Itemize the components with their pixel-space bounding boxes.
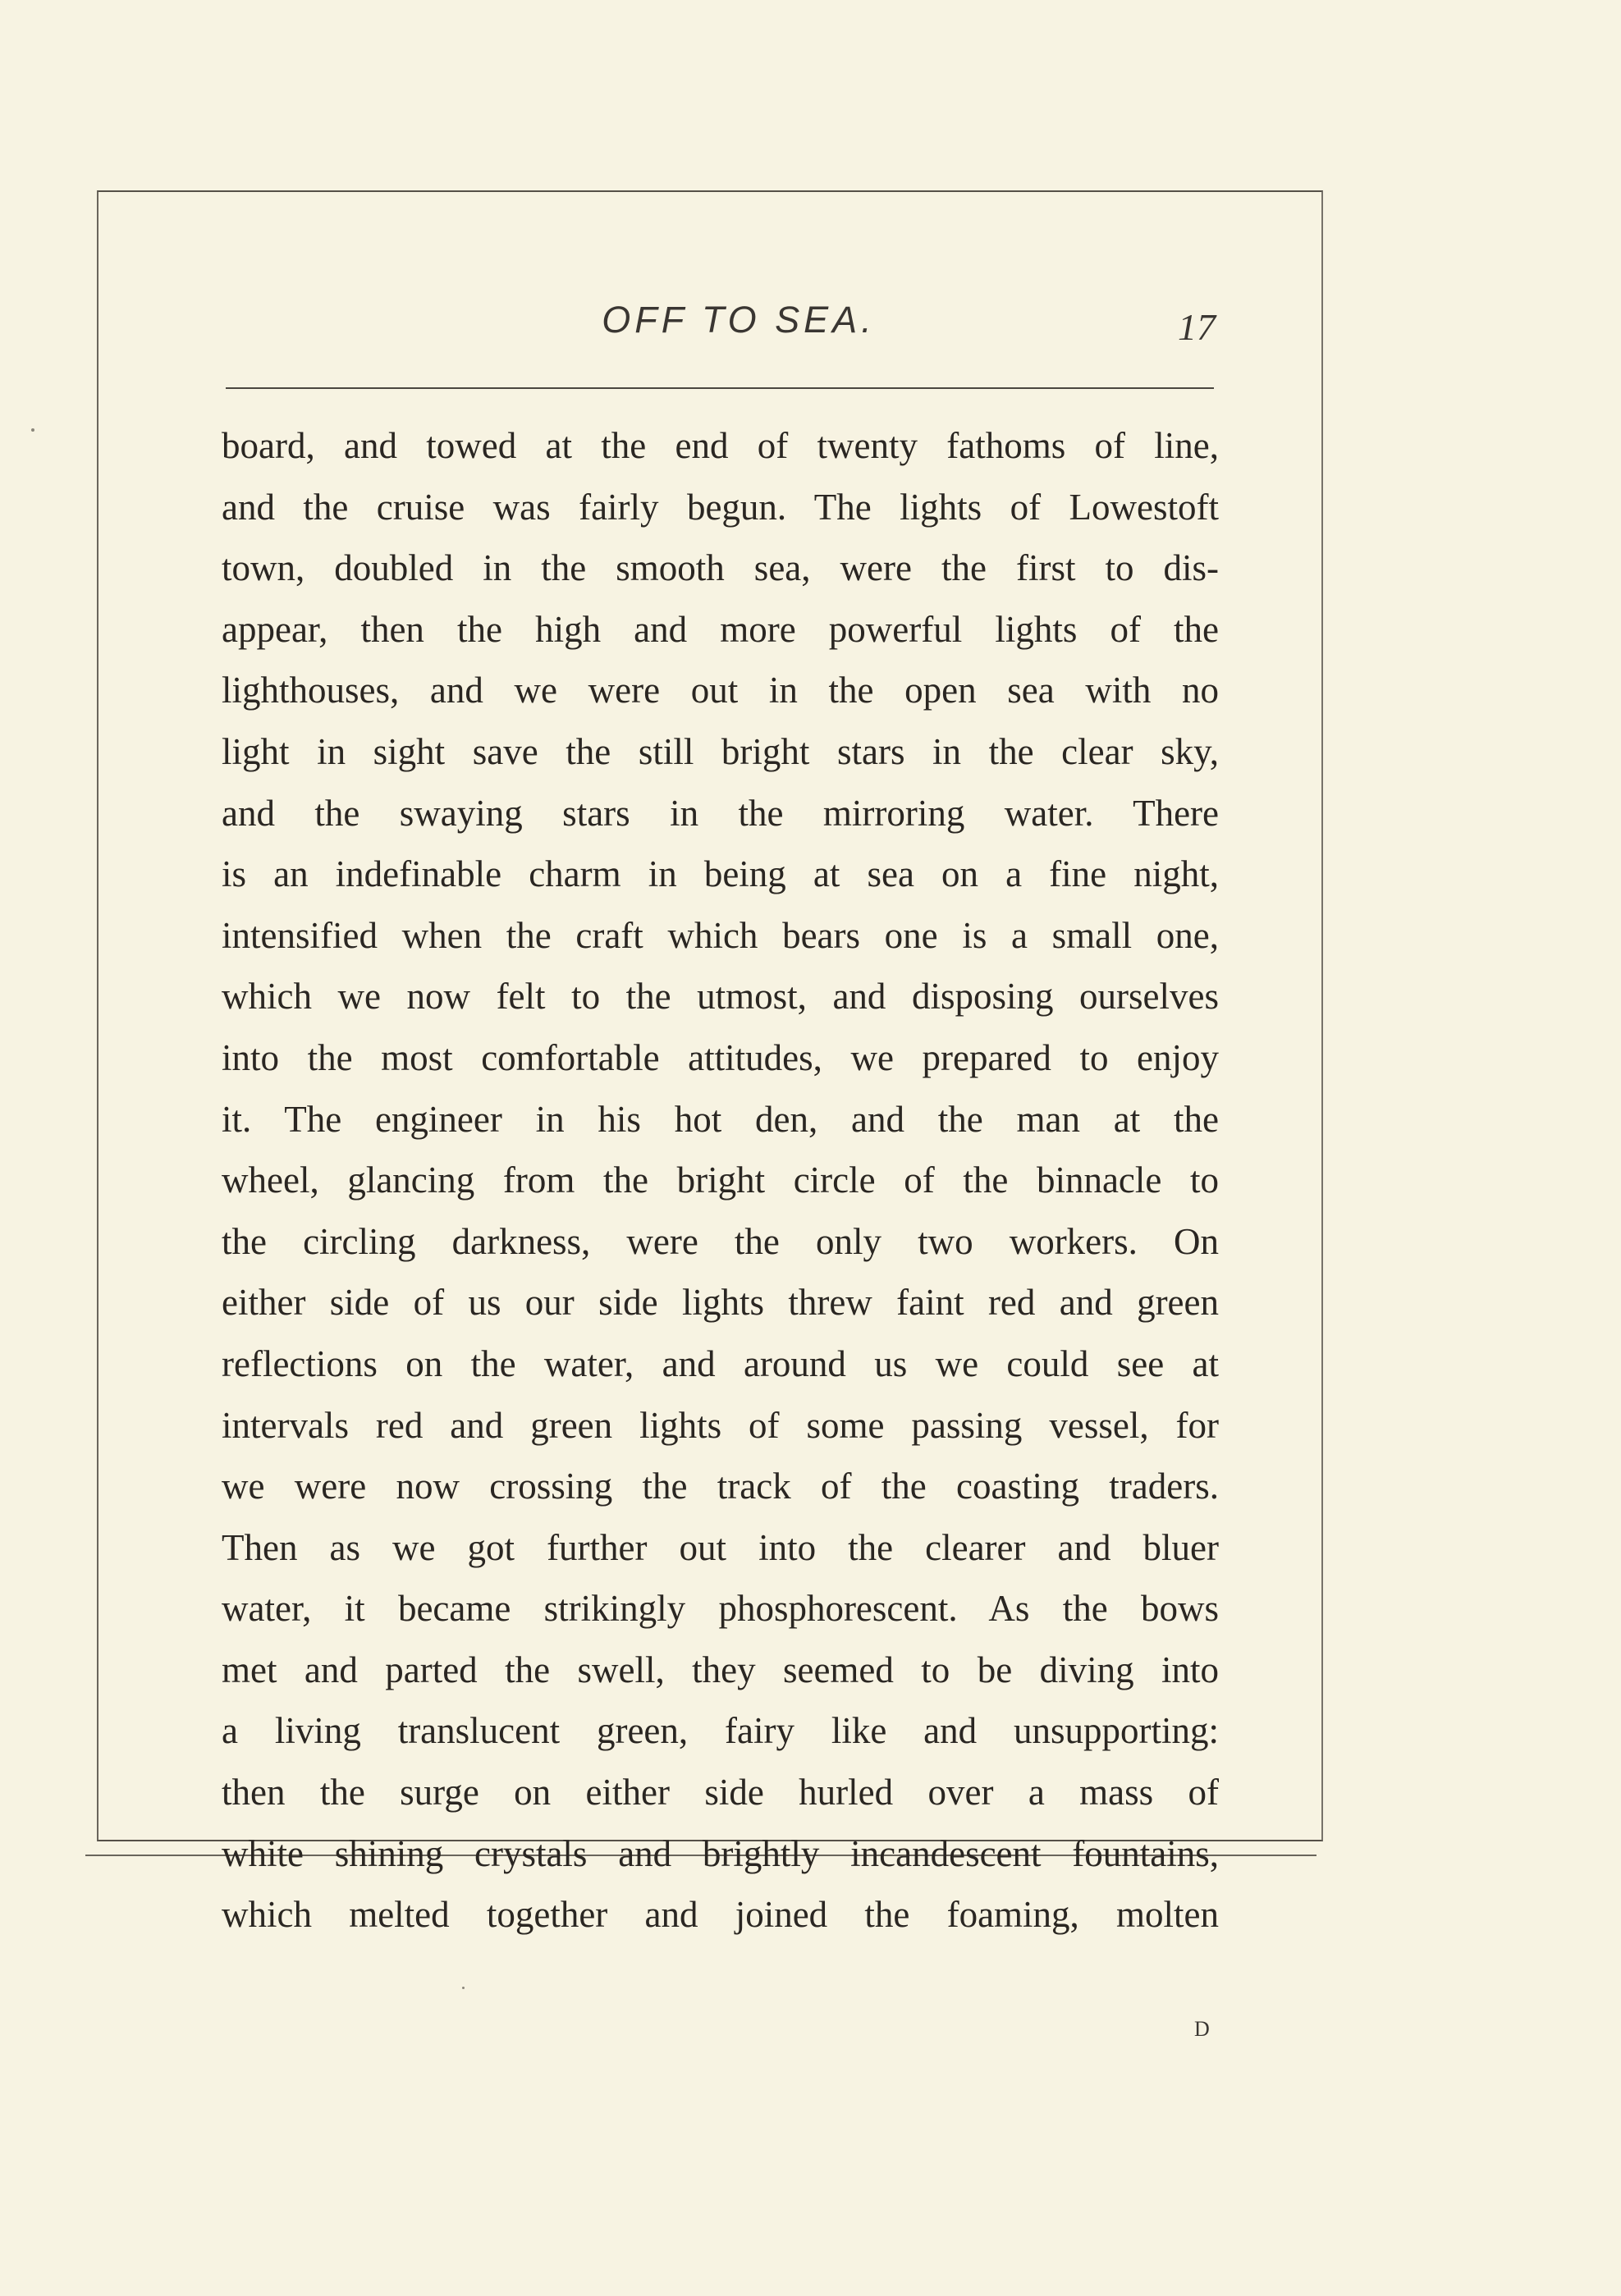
running-title: OFF TO SEA. xyxy=(602,299,876,341)
text-line: town, doubled in the smooth sea, were the first to dis- xyxy=(222,547,1219,589)
running-head xyxy=(0,287,1621,353)
text-line: board, and towed at the end of twenty fathoms of line, xyxy=(222,425,1219,466)
text-line: appear, then the high and more powerful lights of the xyxy=(222,608,1219,650)
body-text xyxy=(222,415,1219,1946)
text-line: which melted together and joined the foaming, molten xyxy=(222,1894,1219,1936)
text-line: into the most comfortable attitudes, we prepared to enjoy xyxy=(222,1036,1219,1078)
text-line: and the cruise was fairly begun. The lights of Lowestoft xyxy=(222,486,1219,528)
text-line: white shining crystals and brightly incandescent fountains, xyxy=(222,1832,1219,1874)
text-line: the circling darkness, were the only two workers. On xyxy=(222,1220,1219,1262)
text-line: we were now crossing the track of the coasting traders. xyxy=(222,1466,1219,1507)
text-line: met and parted the swell, they seemed to be diving into xyxy=(222,1649,1219,1690)
text-line: a living translucent green, fairy like and unsupporting: xyxy=(222,1710,1219,1752)
text-line: which we now felt to the utmost, and disposing ourselves xyxy=(222,976,1219,1018)
paper-speck xyxy=(31,428,34,432)
signature-mark: D xyxy=(1194,2017,1211,2041)
paper-speck xyxy=(462,1987,465,1989)
text-line: Then as we got further out into the clearer and bluer xyxy=(222,1526,1219,1568)
text-line: water, it became strikingly phosphorescent. As the bows xyxy=(222,1588,1219,1630)
head-rule xyxy=(226,387,1214,389)
text-line: and the swaying stars in the mirroring water. There xyxy=(222,792,1219,834)
text-line: lighthouses, and we were out in the open sea with no xyxy=(222,670,1219,711)
text-line: it. The engineer in his hot den, and the man at the xyxy=(222,1098,1219,1140)
text-line: wheel, glancing from the bright circle of the binnacle to xyxy=(222,1159,1219,1201)
text-line: light in sight save the still bright stars in the clear sky, xyxy=(222,730,1219,772)
text-line: is an indefinable charm in being at sea on a fine night, xyxy=(222,853,1219,895)
text-line: intensified when the craft which bears one is a small one, xyxy=(222,914,1219,956)
text-line: then the surge on either side hurled over a mass of xyxy=(222,1772,1219,1813)
text-line: either side of us our side lights threw faint red and green xyxy=(222,1282,1219,1324)
text-line: intervals red and green lights of some passing vessel, for xyxy=(222,1404,1219,1446)
page-number: 17 xyxy=(1178,306,1216,348)
text-line: reflections on the water, and around us we could see at xyxy=(222,1342,1219,1384)
